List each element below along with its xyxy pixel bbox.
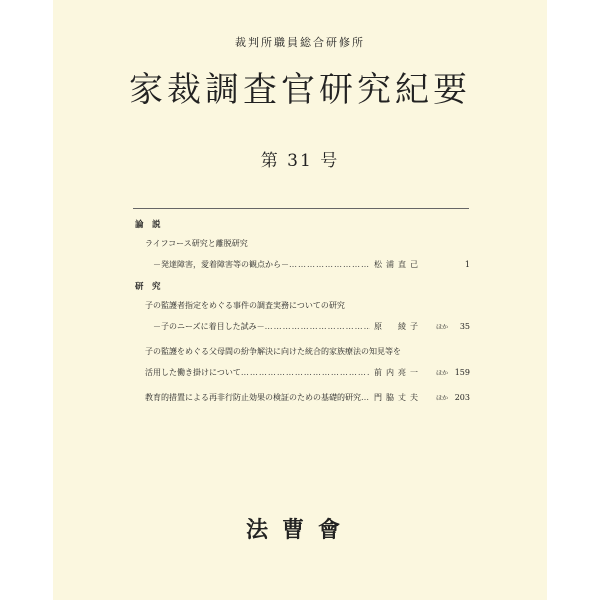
- toc-entry-title-line: [135, 238, 470, 249]
- leader-dots: [265, 322, 370, 331]
- toc-entry-detail-line: [135, 259, 470, 270]
- toc-entry-detail-line: [135, 367, 470, 378]
- toc-entry-subtitle: －子のニーズに着目した試み－: [153, 322, 265, 331]
- section-heading-kenkyu: 研 究: [135, 282, 161, 292]
- table-of-contents: [135, 218, 470, 413]
- leader-dots: [361, 393, 370, 402]
- toc-entry: [135, 300, 470, 332]
- journal-title: 家裁調査官研究紀要: [129, 70, 471, 110]
- section-heading-ronsetsu: 論 説: [135, 220, 161, 230]
- toc-entry-detail-line: [135, 321, 470, 332]
- toc-entry-subtitle: 教育的措置による再非行防止効果の検証のための基礎的研究: [145, 393, 361, 402]
- toc-entry-author: 前内亮一: [374, 368, 422, 377]
- toc-entry-author: 原 綾子: [374, 322, 422, 331]
- publisher-name: 法曹會: [245, 517, 354, 543]
- toc-entry: [135, 346, 470, 378]
- toc-entry-author: 門脇丈夫: [374, 393, 422, 402]
- toc-entry-title-line: [135, 300, 470, 311]
- toc-entry-page: 159: [454, 368, 470, 377]
- toc-entry-et-al: ほか: [436, 324, 449, 331]
- toc-entry-et-al: ほか: [436, 395, 449, 402]
- leader-dots: [289, 260, 370, 269]
- toc-entry-title: ライフコース研究と離脱研究: [145, 239, 248, 248]
- publisher-header: 裁判所職員総合研修所: [235, 36, 365, 49]
- toc-entry-page: 35: [459, 322, 470, 331]
- toc-entry-title: 子の監護者指定をめぐる事件の調査実務についての研究: [145, 301, 345, 310]
- toc-entry-detail-line: [135, 392, 470, 403]
- toc-entry-author: 松浦直己: [374, 260, 422, 269]
- leader-dots: [241, 368, 370, 377]
- toc-entry-page: 203: [454, 393, 470, 402]
- toc-entry-page: 1: [464, 260, 470, 269]
- toc-entry-et-al: ほか: [436, 370, 449, 377]
- issue-number: 第 31 号: [260, 151, 340, 171]
- toc-entry: [135, 392, 470, 403]
- divider: [133, 208, 469, 209]
- toc-entry-title: 子の監護をめぐる父母間の紛争解決に向けた統合的家族療法の知見等を: [145, 347, 401, 356]
- toc-entry: [135, 238, 470, 270]
- book-cover: [53, 0, 547, 600]
- toc-entry-title-line: [135, 346, 470, 357]
- toc-entry-subtitle: 活用した働き掛けについて: [145, 368, 241, 377]
- toc-entry-subtitle: －発達障害，愛着障害等の観点から－: [153, 260, 289, 269]
